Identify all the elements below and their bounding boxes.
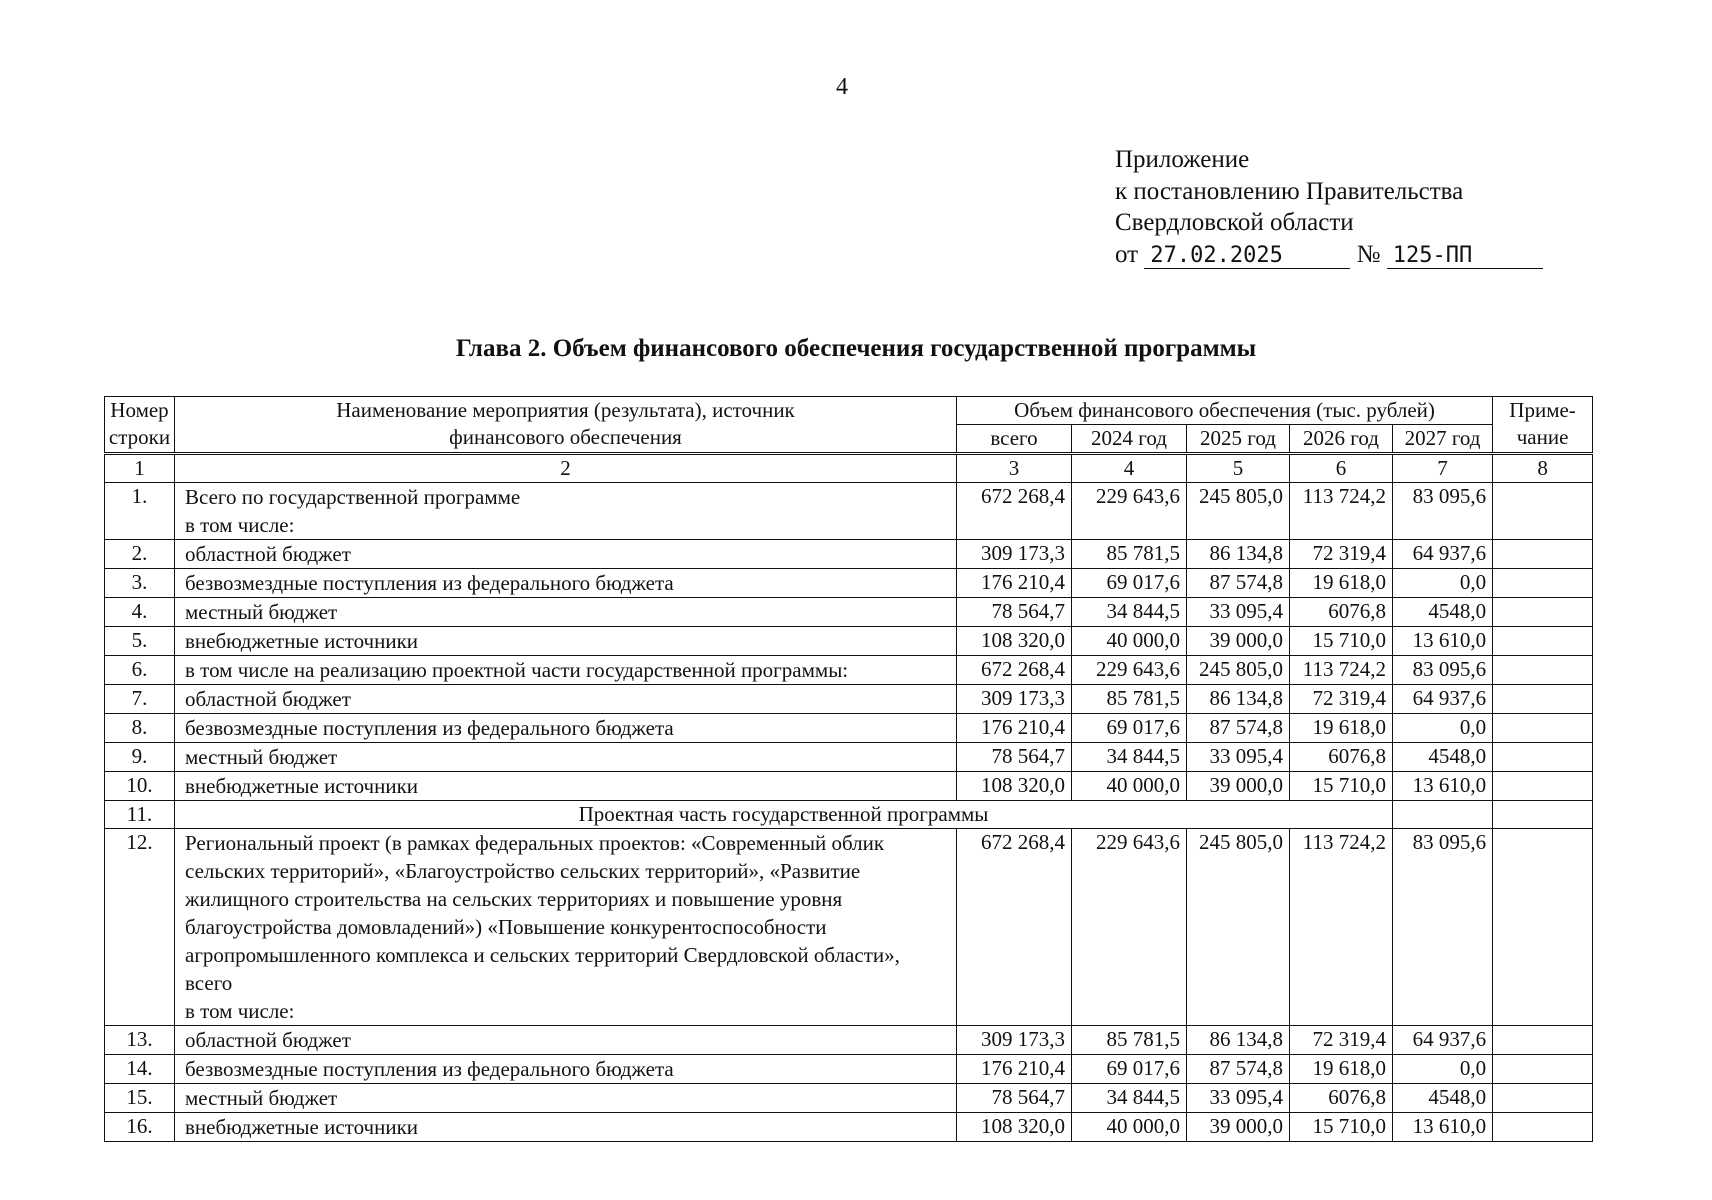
value-total: 309 173,3 (957, 1026, 1072, 1055)
row-number: 12. (105, 829, 175, 1026)
value-2024: 229 643,6 (1072, 656, 1187, 685)
row-name (175, 656, 957, 685)
appendix-line-2: к постановлению Правительства (1115, 177, 1464, 205)
value-2027: 83 095,6 (1393, 656, 1493, 685)
row-name (175, 540, 957, 569)
row-name-text: областной бюджет (185, 1028, 351, 1052)
appendix-title: Приложение (1115, 146, 1250, 173)
row-number: 16. (105, 1113, 175, 1142)
column-number: 6 (1290, 454, 1393, 483)
column-number: 2 (175, 454, 957, 483)
value-2027: 4548,0 (1393, 743, 1493, 772)
note-cell (1493, 598, 1593, 627)
column-numbers-row (105, 454, 1593, 483)
value-2025: 87 574,8 (1187, 569, 1290, 598)
row-name (175, 1055, 957, 1084)
column-number: 5 (1187, 454, 1290, 483)
header-note: Приме-чание (1493, 397, 1593, 454)
value-2025: 33 095,4 (1187, 1084, 1290, 1113)
value-2024: 40 000,0 (1072, 1113, 1187, 1142)
value-2025: 33 095,4 (1187, 598, 1290, 627)
value-total: 108 320,0 (957, 627, 1072, 656)
note-cell (1493, 1084, 1593, 1113)
value-total: 309 173,3 (957, 540, 1072, 569)
table-row (105, 1026, 1593, 1055)
value-2027: 0,0 (1393, 569, 1493, 598)
table-row (105, 743, 1593, 772)
row-name-text: внебюджетные источники (185, 1115, 419, 1139)
note-cell (1493, 772, 1593, 801)
value-total: 176 210,4 (957, 569, 1072, 598)
value-2027: 0,0 (1393, 1055, 1493, 1084)
value-2027: 4548,0 (1393, 1084, 1493, 1113)
note-cell (1493, 685, 1593, 714)
column-number: 3 (957, 454, 1072, 483)
value-2024: 69 017,6 (1072, 714, 1187, 743)
value-2026: 113 724,2 (1290, 483, 1393, 540)
note-cell (1393, 801, 1493, 829)
note-cell (1493, 714, 1593, 743)
note-cell (1493, 801, 1593, 829)
value-2025: 86 134,8 (1187, 540, 1290, 569)
decree-number: 125-ПП (1387, 244, 1543, 269)
table-row (105, 685, 1593, 714)
row-name-text: местный бюджет (185, 745, 338, 769)
row-name (175, 685, 957, 714)
note-cell (1493, 540, 1593, 569)
header-2026: 2026 год (1290, 425, 1393, 454)
header-row-number: Номер строки (105, 397, 175, 454)
table-header-row-1 (105, 397, 1593, 425)
value-total: 78 564,7 (957, 598, 1072, 627)
value-total: 108 320,0 (957, 1113, 1072, 1142)
value-2024: 85 781,5 (1072, 685, 1187, 714)
value-2026: 19 618,0 (1290, 569, 1393, 598)
value-2026: 15 710,0 (1290, 772, 1393, 801)
note-cell (1493, 569, 1593, 598)
row-number: 8. (105, 714, 175, 743)
value-total: 176 210,4 (957, 714, 1072, 743)
value-2025: 245 805,0 (1187, 656, 1290, 685)
header-total: всего (957, 425, 1072, 454)
value-total: 78 564,7 (957, 743, 1072, 772)
value-2027: 64 937,6 (1393, 685, 1493, 714)
table-row (105, 829, 1593, 1026)
row-number: 14. (105, 1055, 175, 1084)
row-name (175, 743, 957, 772)
table-row (105, 1084, 1593, 1113)
row-name-subtext: в том числе: (185, 999, 295, 1023)
value-2024: 34 844,5 (1072, 743, 1187, 772)
value-2025: 245 805,0 (1187, 829, 1290, 1026)
value-2026: 6076,8 (1290, 1084, 1393, 1113)
note-cell (1493, 1026, 1593, 1055)
value-2026: 19 618,0 (1290, 714, 1393, 743)
row-name (175, 772, 957, 801)
value-2024: 69 017,6 (1072, 569, 1187, 598)
table-row (105, 1055, 1593, 1084)
row-number: 5. (105, 627, 175, 656)
value-total: 309 173,3 (957, 685, 1072, 714)
value-2026: 113 724,2 (1290, 829, 1393, 1026)
value-2026: 113 724,2 (1290, 656, 1393, 685)
table-row (105, 656, 1593, 685)
row-number: 1. (105, 483, 175, 540)
value-total: 176 210,4 (957, 1055, 1072, 1084)
value-2026: 72 319,4 (1290, 540, 1393, 569)
value-total: 672 268,4 (957, 829, 1072, 1026)
note-cell (1493, 1055, 1593, 1084)
row-number: 15. (105, 1084, 175, 1113)
appendix-date-line (1115, 239, 1543, 271)
value-2025: 33 095,4 (1187, 743, 1290, 772)
appendix-line-3: Свердловской области (1115, 209, 1354, 236)
header-name: Наименование мероприятия (результата), источник финансового обеспечения (175, 397, 957, 454)
row-name-text: безвозмездные поступления из федерального бюджета (185, 716, 674, 740)
table-row (105, 540, 1593, 569)
row-name (175, 627, 957, 656)
table-row (105, 772, 1593, 801)
section-title: Проектная часть государственной программы (175, 801, 1393, 829)
row-number: 3. (105, 569, 175, 598)
value-2026: 72 319,4 (1290, 1026, 1393, 1055)
row-name (175, 714, 957, 743)
value-2027: 13 610,0 (1393, 1113, 1493, 1142)
note-cell (1493, 743, 1593, 772)
value-2025: 86 134,8 (1187, 685, 1290, 714)
note-cell (1493, 627, 1593, 656)
table-row (105, 801, 1593, 829)
value-2024: 229 643,6 (1072, 829, 1187, 1026)
row-number: 9. (105, 743, 175, 772)
value-2025: 39 000,0 (1187, 627, 1290, 656)
note-cell (1493, 656, 1593, 685)
row-name-text: Всего по государственной программе (185, 485, 521, 509)
column-number: 4 (1072, 454, 1187, 483)
header-2024: 2024 год (1072, 425, 1187, 454)
financing-table (104, 396, 1593, 1142)
value-2024: 40 000,0 (1072, 772, 1187, 801)
column-number: 1 (105, 454, 175, 483)
row-name-text: Региональный проект (в рамках федеральных проектов: «Современный облик сельских территорий», «Благоустройство сельских территорий», «Развитие жилищного строительства на сельских территориях и повышение уровня благоустройства домовладений») «Повышение конкурентоспособности агропромышленного комплекса и сельских территорий Свердловской области», всего (185, 831, 900, 995)
value-2024: 69 017,6 (1072, 1055, 1187, 1084)
row-name (175, 1084, 957, 1113)
note-cell (1493, 1113, 1593, 1142)
note-cell (1493, 483, 1593, 540)
row-name (175, 1113, 957, 1142)
row-number: 2. (105, 540, 175, 569)
row-number: 7. (105, 685, 175, 714)
value-2025: 87 574,8 (1187, 714, 1290, 743)
header-2027: 2027 год (1393, 425, 1493, 454)
header-2025: 2025 год (1187, 425, 1290, 454)
value-2027: 83 095,6 (1393, 829, 1493, 1026)
value-2025: 86 134,8 (1187, 1026, 1290, 1055)
row-name (175, 483, 957, 540)
row-number: 11. (105, 801, 175, 829)
row-number: 13. (105, 1026, 175, 1055)
row-number: 6. (105, 656, 175, 685)
value-2027: 64 937,6 (1393, 1026, 1493, 1055)
row-name (175, 598, 957, 627)
value-2025: 87 574,8 (1187, 1055, 1290, 1084)
table-row (105, 1113, 1593, 1142)
row-name-text: безвозмездные поступления из федерального бюджета (185, 571, 674, 595)
note-cell (1493, 829, 1593, 1026)
value-2025: 39 000,0 (1187, 1113, 1290, 1142)
row-name (175, 569, 957, 598)
value-2026: 6076,8 (1290, 598, 1393, 627)
column-number: 8 (1493, 454, 1593, 483)
row-number: 4. (105, 598, 175, 627)
value-2027: 13 610,0 (1393, 772, 1493, 801)
row-name-text: внебюджетные источники (185, 629, 419, 653)
value-2024: 34 844,5 (1072, 598, 1187, 627)
value-total: 108 320,0 (957, 772, 1072, 801)
value-2027: 13 610,0 (1393, 627, 1493, 656)
page-number: 4 (836, 74, 848, 100)
appendix-block (1115, 144, 1543, 270)
row-name-subtext: в том числе: (185, 513, 295, 537)
table-row (105, 483, 1593, 540)
value-2026: 15 710,0 (1290, 627, 1393, 656)
table-row (105, 569, 1593, 598)
row-name (175, 829, 957, 1026)
row-name (175, 1026, 957, 1055)
row-number: 10. (105, 772, 175, 801)
row-name-text: в том числе на реализацию проектной части государственной программы: (185, 658, 849, 682)
value-total: 78 564,7 (957, 1084, 1072, 1113)
row-name-text: местный бюджет (185, 1086, 338, 1110)
value-total: 672 268,4 (957, 483, 1072, 540)
number-label: № (1356, 240, 1381, 268)
value-2027: 4548,0 (1393, 598, 1493, 627)
table-row (105, 714, 1593, 743)
from-label: от (1115, 240, 1139, 268)
value-2024: 40 000,0 (1072, 627, 1187, 656)
value-2024: 85 781,5 (1072, 540, 1187, 569)
value-2024: 85 781,5 (1072, 1026, 1187, 1055)
value-2024: 229 643,6 (1072, 483, 1187, 540)
value-2027: 83 095,6 (1393, 483, 1493, 540)
value-2027: 64 937,6 (1393, 540, 1493, 569)
row-name-text: областной бюджет (185, 687, 351, 711)
value-2026: 72 319,4 (1290, 685, 1393, 714)
row-name-text: внебюджетные источники (185, 774, 419, 798)
value-2025: 39 000,0 (1187, 772, 1290, 801)
value-total: 672 268,4 (957, 656, 1072, 685)
value-2026: 15 710,0 (1290, 1113, 1393, 1142)
header-volume: Объем финансового обеспечения (тыс. рублей) (957, 397, 1493, 425)
chapter-heading: Глава 2. Объем финансового обеспечения государственной программы (455, 335, 1257, 362)
column-number: 7 (1393, 454, 1493, 483)
table-row (105, 627, 1593, 656)
decree-date: 27.02.2025 (1144, 244, 1350, 269)
value-2026: 19 618,0 (1290, 1055, 1393, 1084)
row-name-text: местный бюджет (185, 600, 338, 624)
value-2024: 34 844,5 (1072, 1084, 1187, 1113)
table-row (105, 598, 1593, 627)
value-2026: 6076,8 (1290, 743, 1393, 772)
value-2025: 245 805,0 (1187, 483, 1290, 540)
row-name-text: безвозмездные поступления из федерального бюджета (185, 1057, 674, 1081)
value-2027: 0,0 (1393, 714, 1493, 743)
row-name-text: областной бюджет (185, 542, 351, 566)
